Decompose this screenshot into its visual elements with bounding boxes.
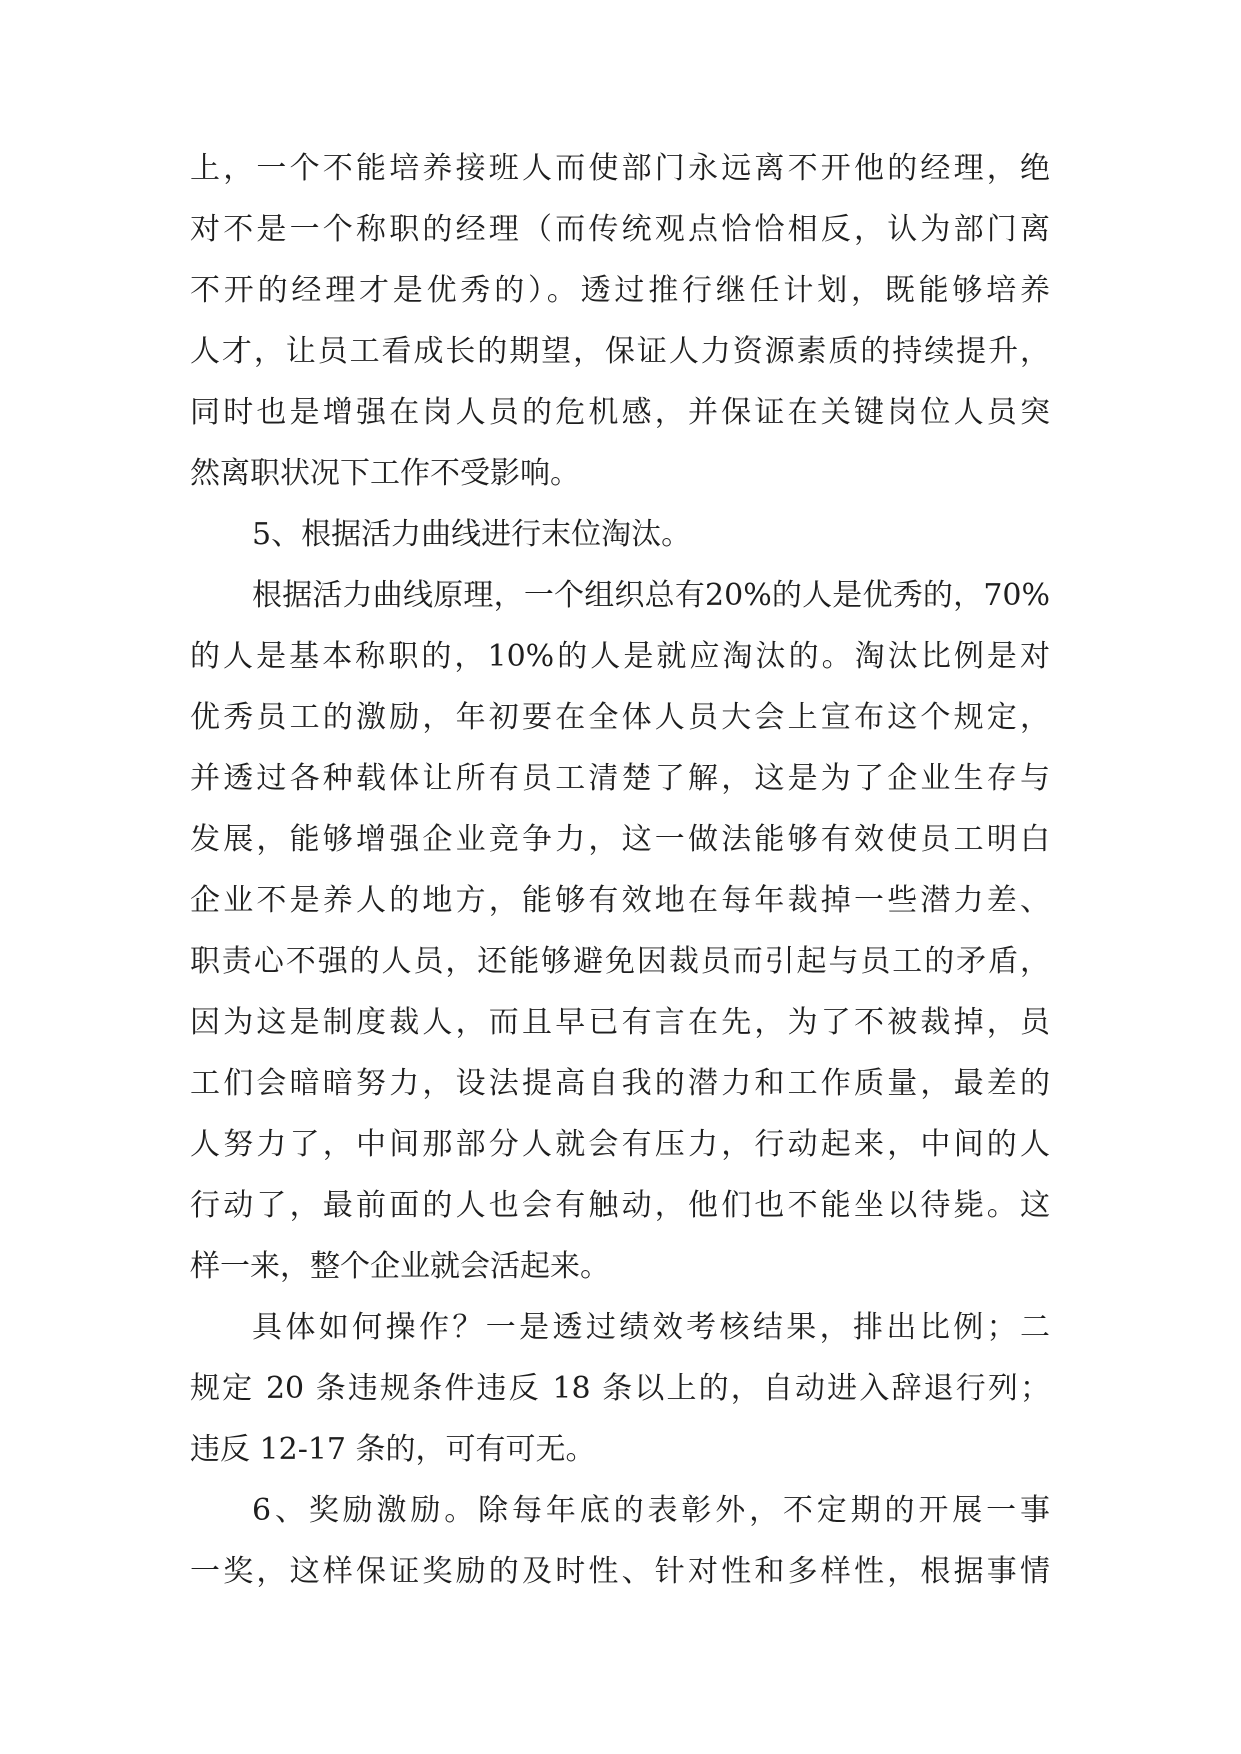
section-heading: 6、奖励激励。除每年底的表彰外，不定期的开展一事 xyxy=(252,1493,1050,1528)
text-line: 职责心不强的人员，还能够避免因裁员而引起与员工的矛盾， xyxy=(190,944,1050,979)
text-line: 优秀员工的激励，年初要在全体人员大会上宣布这个规定， xyxy=(190,700,1050,735)
text-line: 工们会暗暗努力，设法提高自我的潜力和工作质量，最差的 xyxy=(190,1066,1050,1101)
text-line: 规定 20 条违规条件违反 18 条以上的，自动进入辞退行列； xyxy=(190,1371,1050,1406)
section-heading: 5、根据活力曲线进行末位淘汰。 xyxy=(252,517,692,552)
text-line: 行动了，最前面的人也会有触动，他们也不能坐以待毙。这 xyxy=(190,1188,1050,1223)
text-line: 然离职状况下工作不受影响。 xyxy=(190,456,580,491)
text-line: 人才，让员工看成长的期望，保证人力资源素质的持续提升， xyxy=(190,334,1050,369)
text-line: 的人是基本称职的，10%的人是就应淘汰的。淘汰比例是对 xyxy=(190,639,1050,674)
text-line: 上，一个不能培养接班人而使部门永远离不开他的经理，绝 xyxy=(190,151,1050,186)
text-line: 同时也是增强在岗人员的危机感，并保证在关键岗位人员突 xyxy=(190,395,1050,430)
text-line: 因为这是制度裁人，而且早已有言在先，为了不被裁掉，员 xyxy=(190,1005,1050,1040)
text-line: 对不是一个称职的经理（而传统观点恰恰相反，认为部门离 xyxy=(190,212,1050,247)
text-line: 并透过各种载体让所有员工清楚了解，这是为了企业生存与 xyxy=(190,761,1050,796)
text-line: 不开的经理才是优秀的）。透过推行继任计划，既能够培养 xyxy=(190,273,1050,308)
text-line: 企业不是养人的地方，能够有效地在每年裁掉一些潜力差、 xyxy=(190,883,1050,918)
text-line: 具体如何操作？一是透过绩效考核结果，排出比例；二 xyxy=(252,1310,1050,1345)
text-line: 根据活力曲线原理，一个组织总有20%的人是优秀的，70% xyxy=(252,578,1050,613)
text-line: 人努力了，中间那部分人就会有压力，行动起来，中间的人 xyxy=(190,1127,1050,1162)
text-line: 样一来，整个企业就会活起来。 xyxy=(190,1249,610,1284)
text-line: 一奖，这样保证奖励的及时性、针对性和多样性，根据事情 xyxy=(190,1554,1050,1589)
text-line: 违反 12-17 条的，可有可无。 xyxy=(190,1432,596,1467)
text-line: 发展，能够增强企业竞争力，这一做法能够有效使员工明白 xyxy=(190,822,1050,857)
